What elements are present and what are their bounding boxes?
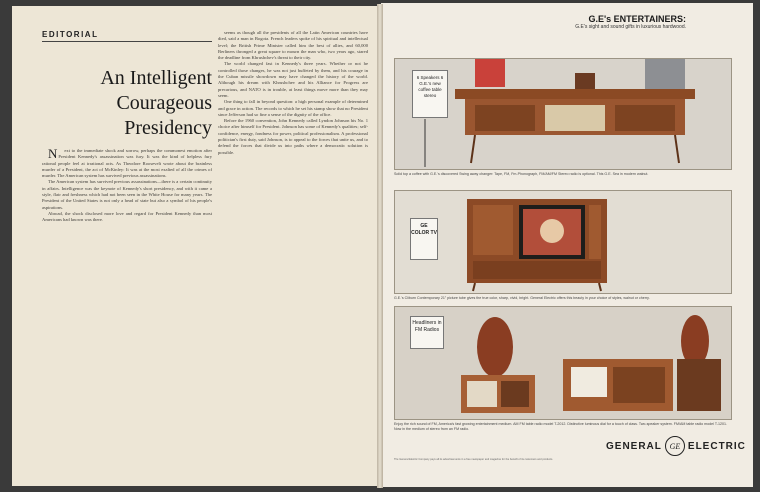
- section-label: EDITORIAL: [42, 30, 99, 39]
- editorial-headline: [50, 66, 212, 141]
- ad-title: G.E's ENTERTAINERS:: [588, 14, 686, 24]
- coffee-table-sign: 6 Speakers 6 G.E.'s new coffee table stereo: [412, 70, 448, 118]
- editorial-column-2: [218, 30, 368, 474]
- fine-print: The General Electric Company pays all its advertisements in a free newspaper and magazine for the benefit of its customers and products.: [394, 458, 554, 461]
- column-paragraph: Abroad, the shock disclosed more love and regard for President Kennedy than most Americans had known was there.: [42, 210, 212, 223]
- drop-cap: N: [48, 148, 58, 161]
- column-paragraph: One thing to fall in beyond question: a high personal example of determined and grace in action. The records to which he set his stamp show that no President since Jefferson had so fine a sense of the dignity of the office.: [218, 99, 368, 117]
- column-paragraph: The world changed fast in Kennedy's three years. Whether or not he controlled those changes, he was not just buffeted by them, and his courage in the Cuban missile showdown may have changed the history of the world. Although his dream with Khrushchev and his Alliance for Progress are precarious, and NATO is in trouble, at least things move more than they may seem.: [218, 61, 368, 98]
- caption-fm-radios: Enjoy the rich sound of FM, America's fast growing entertainment medium. AM FM table radio model T-2012. Distinctive luminous dial for a touch of class. Two-speaker system. FM/AM table radio model T-1201. Now in the medium of stereo from an FM radio.: [394, 422, 728, 431]
- brand-name-left: GENERAL: [606, 440, 662, 452]
- color-tv-console-photo: [394, 190, 732, 294]
- headline-line-1: An Intelligent: [100, 67, 212, 89]
- editorial-column-1: [42, 148, 212, 473]
- headline-line-3: Presidency: [124, 117, 212, 139]
- caption-coffee-table: Solid top a coffee with G.E.'s discovered Swing away changer: Tape, FM, Fm-Phonograph, FM/AM/FM Stereo radio is optional. This G.E. Sea in modern walnut.: [394, 172, 649, 176]
- page-gutter: [377, 4, 383, 488]
- column-paragraph: Before the 1960 convention, John Kennedy called Lyndon Johnson his No. 1 choice after himself for President. Johnson has some of Kennedy's qualities; self-confidence, energy, fondness for power, political professionalism. A professional politician's first duty, said Johnson, is to appeal to the forces that unite us, and to defend the forces that divide us into paths where a democratic solution is possible.: [218, 118, 368, 155]
- color-tv-sign: GE COLOR TV: [410, 218, 438, 260]
- section-rule: [42, 41, 212, 42]
- fm-radios-photo: [394, 306, 732, 420]
- ge-monogram-icon: GE: [665, 436, 685, 456]
- column-paragraph: N ext to the immediate shock and sorrow, perhaps the commonest emotion after President Kennedy's assassination was fury. It was the kind of helpless fury rational people feel at irrational acts. As Theodore Roosevelt wrote about the brainless murder of a President, the act of McKinley: It was at the most exalted of all the crimes of murder. The American system has survived previous assassinations.: [42, 148, 212, 179]
- ad-heading: [526, 14, 686, 30]
- ad-subtitle: G.E's sight and sound gifts in luxurious hardwood.: [575, 24, 686, 30]
- brand-signature: [606, 436, 746, 456]
- brand-name-right: ELECTRIC: [687, 440, 746, 452]
- column-paragraph: The American system has survived previous assassinations—there is a certain continuity in affairs. Intelligence was the keynote of Kennedy's short presidency, and with it came a style, flair and freshness which had not been seen in the White House for many years. The President of the United States is not only a head of state but also a symbol of his people's aspirations.: [42, 179, 212, 210]
- caption-color-tv: G.E.'s Cliburn Contemporary 21" picture tube gives the true color, sharp, vivid, bright. General Electric offers this beauty in your choice of styles, walnut or cherry.: [394, 296, 650, 300]
- headline-line-2: Courageous: [116, 92, 212, 114]
- column-paragraph: seems as though all the presidents of all the Latin American countries have died, said a man in Bogota. French leaders spoke of his spiritual and intellectual level; the British Prime Minister called him the best of allies, and 60,000 Berliners thronged a great square to mourn the man who, two years ago, stared the deadline from Khrushchev's threat to their city.: [218, 30, 368, 61]
- fm-radios-sign: Headliners in FM Radios: [410, 316, 444, 349]
